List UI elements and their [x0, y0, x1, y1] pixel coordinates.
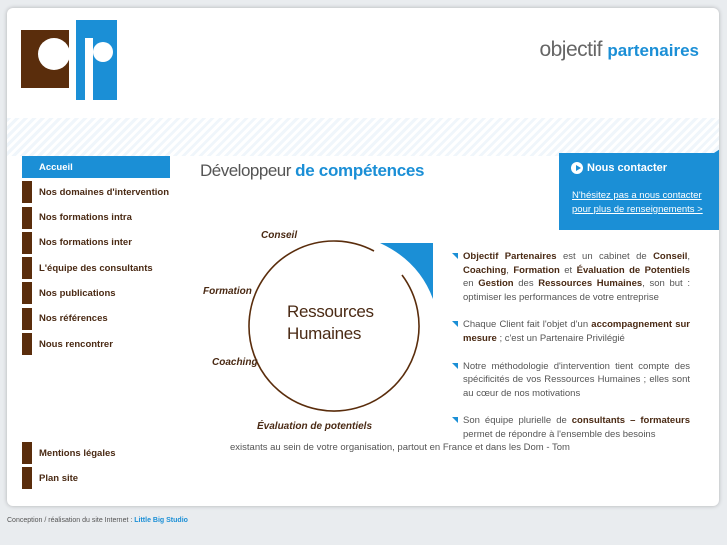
bullet-triangle-icon: [452, 417, 458, 423]
bullet-triangle-icon: [452, 321, 458, 327]
bullet-strong: Formation: [513, 264, 560, 276]
footer-text: Conception / réalisation du site Internet :: [7, 517, 135, 524]
bullet-equipe: [452, 414, 690, 441]
nav-item-accueil[interactable]: [22, 156, 170, 178]
nav-bar: [22, 156, 32, 178]
nav-label: L'équipe des consultants: [39, 262, 153, 274]
nav-bar: [22, 257, 32, 279]
site-title-light: objectif: [539, 38, 602, 61]
bullet-strong: Conseil: [653, 251, 688, 262]
play-circle-icon: [571, 162, 583, 174]
headline-strong: de compétences: [295, 161, 425, 180]
diagram-center-line2: Humaines: [287, 324, 362, 343]
nav-bar: [22, 181, 32, 203]
headline-light: Développeur: [200, 161, 291, 180]
bullet-text: et: [559, 264, 577, 276]
bullet-strong: Ressources Humaines: [538, 278, 643, 290]
contact-title-text: Nous contacter: [587, 162, 668, 174]
diagram-label-evaluation: Évaluation de potentiels: [257, 421, 373, 432]
nav-bar: [22, 308, 32, 330]
bullet-text: ,: [687, 251, 691, 262]
diagram-center-line1: Ressources: [287, 302, 374, 321]
bullet-strong: Évaluation de Potentiels: [576, 264, 690, 276]
nav-item-domaines[interactable]: [22, 181, 170, 203]
contact-link-line1: N'hésitez pas a nous contacter: [572, 190, 702, 201]
bullet-strong: accompagnement sur mesure: [463, 319, 691, 344]
nav-bar: [22, 333, 32, 355]
nav-item-publications[interactable]: [22, 282, 170, 304]
contact-link[interactable]: [572, 189, 703, 216]
nav-label: Nos références: [39, 313, 108, 325]
nav-item-rencontrer[interactable]: [22, 333, 170, 355]
nav-bar: [22, 232, 32, 254]
page-headline: [200, 161, 424, 181]
secondary-nav: [22, 442, 170, 493]
diagram-label-coaching: Coaching: [212, 357, 258, 368]
bullet-text: permet de répondre à l'ensemble des besoins: [463, 428, 656, 440]
nav-item-plan-site[interactable]: [22, 467, 170, 489]
bullet-strong: Coaching: [463, 264, 507, 276]
nav-bar: [22, 282, 32, 304]
site-title-strong: partenaires: [607, 41, 699, 60]
diagram-label-formation: Formation: [203, 286, 252, 297]
decorative-stripe: [7, 118, 719, 156]
nav-label: Nous rencontrer: [39, 338, 113, 350]
bullet-triangle-icon: [452, 363, 458, 369]
bullet-text: est un cabinet de: [556, 251, 654, 262]
page-container: [7, 8, 719, 506]
intro-bullets: [452, 250, 690, 456]
bullet-strong: Gestion: [478, 278, 514, 290]
bullet-strong: Objectif Partenaires: [463, 251, 557, 262]
nav-label: Nos domaines d'intervention: [39, 186, 169, 198]
bullet-presentation: [452, 250, 690, 304]
bullet-text: des: [513, 278, 539, 290]
nav-bar: [22, 207, 32, 229]
diagram-label-conseil: Conseil: [261, 230, 298, 241]
bullet-accompagnement: [452, 318, 690, 345]
bullet-text: , son but : optimiser les performances de votre entreprise: [463, 278, 690, 303]
rh-diagram: [197, 213, 447, 443]
logo[interactable]: [21, 20, 117, 100]
nav-item-equipe[interactable]: [22, 257, 170, 279]
nav-label: Nos formations intra: [39, 212, 132, 224]
contact-box: [559, 153, 719, 230]
nav-label: Accueil: [39, 161, 73, 173]
site-title: [539, 38, 699, 62]
main-nav: [22, 156, 170, 358]
bullet-strong: consultants – formateurs: [571, 415, 690, 427]
nav-bar: [22, 442, 32, 464]
nav-item-references[interactable]: [22, 308, 170, 330]
bullet-methodologie: [452, 360, 690, 401]
contact-link-line2: pour plus de renseignements >: [572, 203, 703, 215]
bullet-triangle-icon: [452, 253, 458, 259]
nav-item-mentions-legales[interactable]: [22, 442, 170, 464]
bullet-text: Chaque Client fait l'objet d'un: [463, 319, 592, 331]
contact-title[interactable]: [571, 162, 667, 174]
bullet-text: en: [463, 278, 479, 290]
bullet-text: ,: [506, 264, 514, 276]
nav-label: Nos formations inter: [39, 237, 132, 249]
bullet-text: Son équipe plurielle de: [463, 415, 572, 427]
nav-bar: [22, 467, 32, 489]
bullet-text: Notre méthodologie d'intervention tient compte des spécificités de vos Ressources Humaines ; elles sont au cœur de nos motivations: [463, 360, 690, 399]
nav-label: Nos publications: [39, 287, 116, 299]
nav-label: Plan site: [39, 472, 79, 484]
diagram-center-text: [287, 301, 374, 345]
contact-corner: [714, 145, 719, 153]
nav-item-formations-inter[interactable]: [22, 232, 170, 254]
nav-label: Mentions légales: [39, 447, 116, 459]
bullet-equipe-continuation: existants au sein de votre organisation, partout en France et dans les Dom - Tom: [230, 442, 570, 453]
nav-item-formations-intra[interactable]: [22, 207, 170, 229]
footer-studio-link[interactable]: Little Big Studio: [134, 517, 188, 524]
bullet-text: ; c'est un Partenaire Privilégié: [496, 332, 625, 344]
footer: [7, 517, 188, 524]
